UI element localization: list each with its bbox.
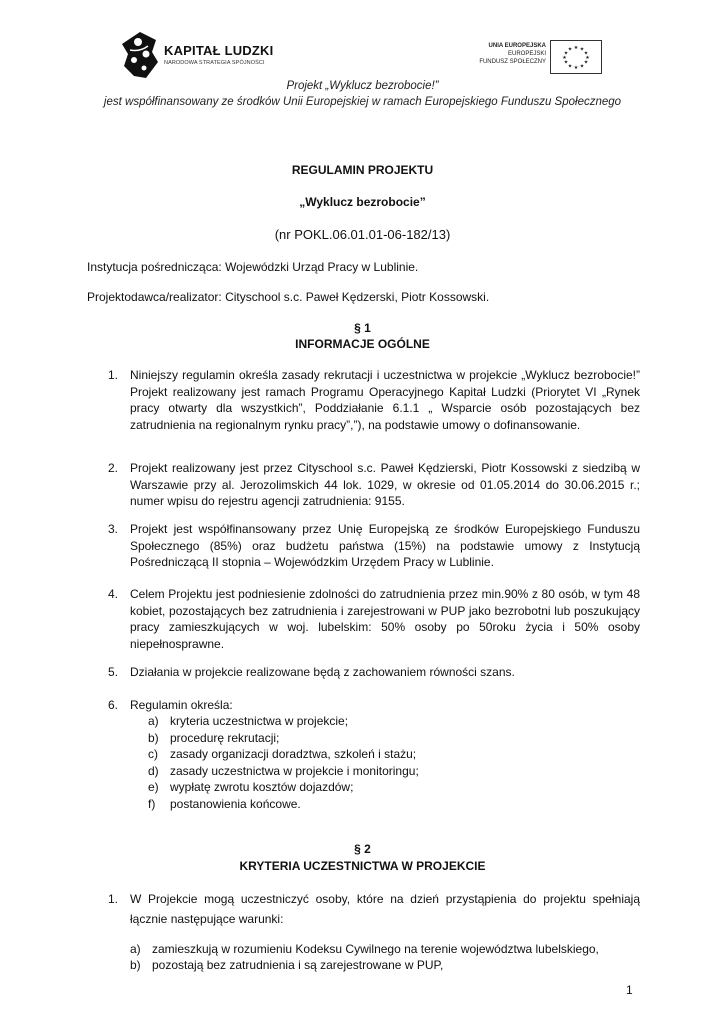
svg-text:★: ★	[579, 46, 585, 53]
sub-list-letter: c)	[148, 747, 158, 761]
sub-list-text: postanowienia końcowe.	[170, 797, 301, 811]
project-number: (nr POKL.06.01.01-06-182/13)	[274, 227, 451, 242]
eu-line-2: EUROPEJSKI	[507, 51, 546, 57]
project-name: „Wyklucz bezrobocie”	[299, 195, 426, 209]
list-item-number: 1.	[108, 368, 119, 382]
kapital-ludzki-title: KAPITAŁ LUDZKI	[164, 43, 274, 58]
sub-list-text: procedurę rekrutacji;	[170, 731, 280, 745]
list-item-number: 5.	[108, 665, 119, 679]
list-item-text: Projekt realizowany jest przez Cityschool s.c. Paweł Kędzierski, Piotr Kossowski z siedzibą w Warszawie przy al. Jerozolimskich 44 lok. 1029, w okresie od 01.05.2014 do 30.06.2015 r.; numer wpisu do rejestru agencji zatrudnienia: 9155.	[130, 461, 640, 508]
list-item-text: W Projekcie mogą uczestniczyć osoby, które na dzień przystąpienia do projektu spełniają łącznie następujące warunki:	[130, 892, 640, 926]
svg-text:★: ★	[567, 63, 573, 70]
list-item-number: 3.	[108, 522, 119, 536]
list-item-text: Projekt jest współfinansowany przez Unię Europejską ze środków Europejskiego Funduszu Społecznego (85%) oraz budżetu państwa (15%) na podstawie umowy z Instytucją Pośredniczącą II stopnia – Wojewódzkim Urzędem Pracy w Lublinie.	[130, 522, 640, 569]
list-item-text: Regulamin określa:	[130, 698, 233, 712]
kapital-ludzki-emblem-icon	[122, 30, 158, 80]
list-item	[108, 521, 640, 571]
svg-text:★: ★	[563, 50, 569, 57]
eu-logo	[468, 40, 602, 74]
list-item-text: Działania w projekcie realizowane będą z zachowaniem równości szans.	[130, 665, 515, 679]
list-item-number: 4.	[108, 587, 119, 601]
eu-line-1: UNIA EUROPEJSKA	[488, 43, 546, 49]
list-item-text: Celem Projektu jest podniesienie zdolności do zatrudnienia przez min.90% z 80 osób, w tym 48 kobiet, pozostających bez zatrudnienia i zarejestrowani w PUP jako bezrobotni lub poszukujący pracy zamieszkujących w woj. lubelskim: 50% osoby po 50roku życia i 50% osoby niepełnosprawne.	[130, 587, 640, 651]
svg-text:★: ★	[583, 50, 589, 57]
svg-text:★: ★	[567, 46, 573, 53]
eu-flag-icon	[550, 40, 602, 74]
svg-text:★: ★	[562, 55, 567, 61]
list-item-number: 2.	[108, 461, 119, 475]
header-cofinance-line: jest współfinansowany ze środków Unii Europejskiej w ramach Europejskiego Funduszu Społecznego	[103, 96, 622, 108]
sub-list-text: zasady uczestnictwa w projekcie i monitoringu;	[170, 764, 419, 778]
list-item	[108, 460, 640, 510]
section-1-number: § 1	[354, 321, 371, 335]
list-item	[108, 697, 640, 714]
kapital-ludzki-subtitle: NARODOWA STRATEGIA SPÓJNOŚCI	[164, 60, 265, 66]
svg-text:★: ★	[563, 59, 569, 66]
sub-list-text: pozostają bez zatrudnienia i są zarejestrowane w PUP,	[152, 958, 444, 972]
eu-logo-text	[468, 42, 546, 66]
svg-text:★: ★	[573, 65, 579, 71]
svg-text:★: ★	[583, 59, 589, 66]
sub-list-text: kryteria uczestnictwa w projekcie;	[170, 714, 349, 728]
list-item	[108, 889, 640, 929]
sub-list-letter: e)	[148, 780, 159, 794]
sub-list-letter: b)	[130, 958, 141, 972]
page-number: 1	[626, 983, 633, 997]
sub-list-letter: b)	[148, 731, 159, 745]
list-item	[108, 664, 640, 681]
sub-list-letter: f)	[148, 797, 156, 811]
section-2-number: § 2	[354, 842, 371, 856]
eu-line-3: FUNDUSZ SPOŁECZNY	[479, 59, 546, 65]
section-1-heading: INFORMACJE OGÓLNE	[295, 337, 430, 351]
document-title: REGULAMIN PROJEKTU	[291, 163, 434, 177]
sub-list-letter: a)	[130, 942, 141, 956]
list-item-number: 1.	[108, 892, 119, 906]
sub-list-text: zasady organizacji doradztwa, szkoleń i stażu;	[170, 747, 417, 761]
section-2-heading: KRYTERIA UCZESTNICTWA W PROJEKCIE	[239, 859, 486, 873]
svg-text:★: ★	[585, 55, 590, 61]
list-item-text: Niniejszy regulamin określa zasady rekrutacji i uczestnictwa w projekcie „Wyklucz bezrobocie!” Projekt realizowany jest ramach Programu Operacyjnego Kapitał Ludzki (Priorytet VI „Rynek pracy otwarty dla wszystkich”, Poddziałanie 6.1.1 „ Wsparcie osób pozostających bez zatrudnienia na regionalnym rynku pracy”,”), na podstawie umowy o dofinansowanie.	[130, 368, 640, 432]
svg-text:★: ★	[573, 45, 579, 51]
sub-list-text: wypłatę zwrotu kosztów dojazdów;	[170, 780, 354, 794]
institution-line: Instytucja pośrednicząca: Wojewódzki Urząd Pracy w Lublinie.	[87, 260, 419, 274]
sub-list-text: zamieszkują w rozumieniu Kodeksu Cywilnego na terenie województwa lubelskiego,	[152, 942, 599, 956]
list-item-number: 6.	[108, 698, 119, 712]
list-item	[108, 367, 640, 450]
svg-text:★: ★	[579, 63, 585, 70]
sub-list-letter: a)	[148, 714, 159, 728]
list-item	[108, 586, 640, 652]
kapital-ludzki-logo	[122, 30, 292, 80]
sub-list-letter: d)	[148, 764, 159, 778]
header-project-line: Projekt „Wyklucz bezrobocie!”	[286, 80, 439, 92]
beneficiary-line: Projektodawca/realizator: Cityschool s.c. Paweł Kędzerski, Piotr Kossowski.	[87, 290, 490, 304]
